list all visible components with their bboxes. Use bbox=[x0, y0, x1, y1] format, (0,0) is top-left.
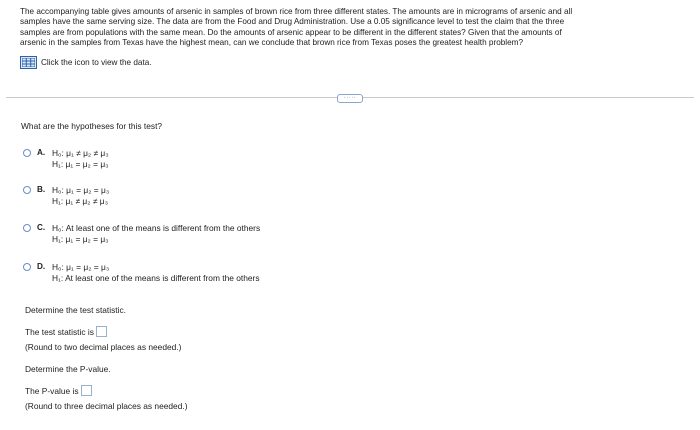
problem-line: samples have the same serving size. The data are from the Food and Drug Administration. Use a 0.05 significance level to test the claim that the three bbox=[20, 17, 565, 27]
option-a[interactable] bbox=[23, 148, 109, 169]
p-value-input[interactable] bbox=[81, 385, 92, 396]
view-data-link[interactable] bbox=[20, 56, 152, 69]
problem-line: arsenic in the samples from Texas have the highest mean, can we conclude that brown rice from Texas poses the greatest health problem? bbox=[20, 37, 524, 47]
data-table-icon[interactable] bbox=[20, 56, 37, 69]
p-value-prompt: Determine the P-value. bbox=[25, 364, 111, 374]
alt-hypothesis: H₁: At least one of the means is different from the others bbox=[52, 272, 260, 283]
p-value-note: (Round to three decimal places as needed.) bbox=[25, 401, 188, 411]
alt-hypothesis: H₁: μ₁ ≠ μ₂ ≠ μ₃ bbox=[52, 195, 108, 206]
test-statistic-prompt: Determine the test statistic. bbox=[25, 305, 127, 315]
option-c[interactable] bbox=[23, 223, 260, 244]
p-value-row bbox=[25, 385, 92, 396]
radio-button-a[interactable] bbox=[23, 149, 31, 157]
problem-line: samples are from populations with the same mean. Do the amounts of arsenic appear to be different in the different states? Given that the amounts of bbox=[20, 27, 562, 37]
p-value-label: The P-value is bbox=[25, 385, 79, 396]
test-statistic-label: The test statistic is bbox=[25, 326, 94, 337]
null-hypothesis: H₀: μ₁ = μ₂ = μ₃ bbox=[52, 185, 110, 195]
problem-line: The accompanying table gives amounts of arsenic in samples of brown rice from three different states. The amounts are in micrograms of arsenic and all bbox=[20, 7, 573, 16]
expand-toggle-button[interactable]: ····· bbox=[337, 94, 363, 103]
radio-button-d[interactable] bbox=[23, 263, 31, 271]
test-statistic-note: (Round to two decimal places as needed.) bbox=[25, 342, 182, 352]
hypotheses-question: What are the hypotheses for this test? bbox=[21, 121, 163, 131]
alt-hypothesis: H₁: μ₁ = μ₂ = μ₃ bbox=[52, 233, 109, 244]
null-hypothesis: H₀: μ₁ = μ₂ = μ₃ bbox=[52, 262, 110, 272]
option-letter: B. bbox=[37, 185, 46, 194]
alt-hypothesis: H₁: μ₁ = μ₂ = μ₃ bbox=[52, 158, 109, 169]
radio-button-c[interactable] bbox=[23, 224, 31, 232]
option-letter: A. bbox=[37, 148, 46, 157]
test-statistic-input[interactable] bbox=[96, 326, 107, 337]
problem-statement bbox=[20, 7, 692, 48]
null-hypothesis: H₀: At least one of the means is different from the others bbox=[52, 223, 261, 233]
option-letter: C. bbox=[37, 223, 46, 232]
option-letter: D. bbox=[37, 262, 46, 271]
null-hypothesis: H₀: μ₁ ≠ μ₂ ≠ μ₃ bbox=[52, 148, 109, 158]
test-statistic-row bbox=[25, 326, 107, 337]
radio-button-b[interactable] bbox=[23, 186, 31, 194]
option-b[interactable] bbox=[23, 185, 109, 206]
option-d[interactable] bbox=[23, 262, 260, 283]
view-data-label[interactable]: Click the icon to view the data. bbox=[41, 58, 152, 67]
